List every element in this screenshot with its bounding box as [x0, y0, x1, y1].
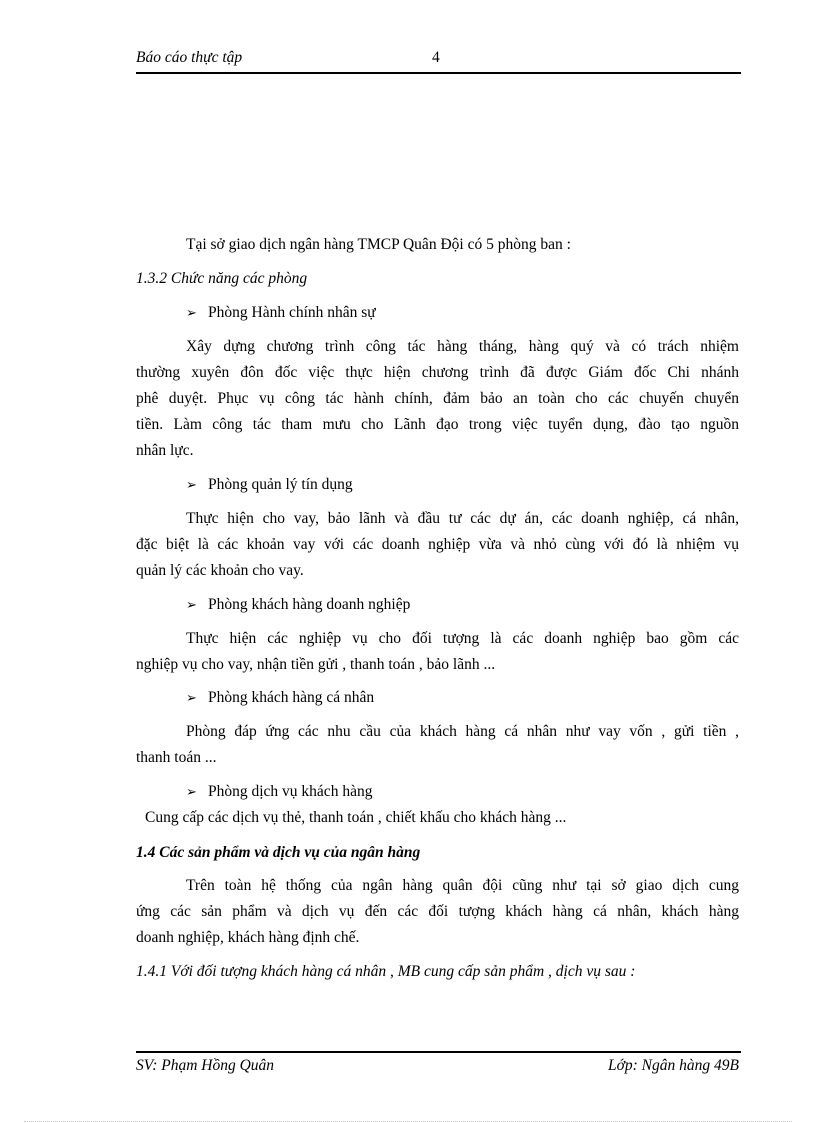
bullet-label: Phòng dịch vụ khách hàng	[208, 783, 373, 800]
section-heading-1-4: 1.4 Các sản phẩm và dịch vụ của ngân hàng	[136, 844, 421, 861]
section-heading-1-3-2: 1.3.2 Chức năng các phòng	[136, 270, 308, 287]
arrow-bullet-icon: ➢	[186, 784, 197, 799]
paragraph-line: tiền. Làm công tác tham mưu cho Lãnh đạo trong việc tuyển dụng, đào tạo nguồn	[136, 416, 739, 433]
paragraph-line: nghiệp vụ cho vay, nhận tiền gửi , thanh toán , bảo lãnh ...	[136, 656, 496, 673]
paragraph-line: Trên toàn hệ thống của ngân hàng quân đội cũng như tại sở giao dịch cung	[186, 877, 739, 894]
bullet-label: Phòng khách hàng doanh nghiệp	[208, 596, 411, 613]
bullet-label: Phòng khách hàng cá nhân	[208, 689, 375, 706]
paragraph-line: nhân lực.	[136, 442, 194, 459]
bullet-item	[186, 686, 374, 710]
paragraph-line: quản lý các khoản cho vay.	[136, 562, 304, 579]
arrow-bullet-icon: ➢	[186, 477, 197, 492]
page-edge-divider	[24, 1121, 792, 1122]
paragraph-line: phê duyệt. Phục vụ công tác hành chính, đảm bảo an toàn cho các chuyến chuyển	[136, 390, 739, 407]
paragraph-line: ứng các sản phẩm và dịch vụ đến các đối tượng khách hàng cá nhân, khách hàng	[136, 903, 739, 920]
paragraph-line: Xây dựng chương trình công tác hàng tháng, hàng quý và có trách nhiệm	[186, 338, 739, 355]
paragraph-line: Phòng đáp ứng các nhu cầu của khách hàng cá nhân như vay vốn , gửi tiền ,	[186, 723, 739, 740]
arrow-bullet-icon: ➢	[186, 305, 197, 320]
bullet-item	[186, 780, 372, 804]
footer-class: Lớp: Ngân hàng 49B	[608, 1057, 739, 1074]
bullet-label: Phòng Hành chính nhân sự	[208, 304, 376, 321]
arrow-bullet-icon: ➢	[186, 690, 197, 705]
footer-student: SV: Phạm Hồng Quân	[136, 1057, 275, 1074]
bullet-item	[186, 301, 376, 325]
paragraph-line: thường xuyên đôn đốc việc thực hiện chương trình đã được Giám đốc Chi nhánh	[136, 364, 739, 381]
arrow-bullet-icon: ➢	[186, 597, 197, 612]
paragraph-line: Thực hiện các nghiệp vụ cho đối tượng là các doanh nghiệp bao gồm các	[186, 630, 739, 647]
page-number: 4	[432, 49, 440, 66]
page-footer	[136, 1051, 741, 1075]
paragraph-line: đặc biệt là các khoản vay với các doanh nghiệp vừa và nhỏ cùng với đó là nhiệm vụ	[136, 536, 739, 553]
bullet-label: Phòng quản lý tín dụng	[208, 476, 353, 493]
paragraph-line: thanh toán ...	[136, 749, 217, 766]
bullet-item	[186, 593, 410, 617]
paragraph-line: Cung cấp các dịch vụ thẻ, thanh toán , chiết khấu cho khách hàng ...	[145, 809, 567, 826]
section-heading-1-4-1: 1.4.1 Với đối tượng khách hàng cá nhân , MB cung cấp sản phẩm , dịch vụ sau :	[136, 963, 636, 980]
intro-paragraph: Tại sở giao dịch ngân hàng TMCP Quân Đội có 5 phòng ban :	[186, 236, 571, 253]
header-title: Báo cáo thực tập	[136, 49, 243, 66]
paragraph-line: doanh nghiệp, khách hàng định chế.	[136, 929, 360, 946]
page-header	[136, 48, 741, 74]
paragraph-line: Thực hiện cho vay, bảo lãnh và đầu tư các dự án, các doanh nghiệp, cá nhân,	[186, 510, 739, 527]
bullet-item	[186, 473, 353, 497]
